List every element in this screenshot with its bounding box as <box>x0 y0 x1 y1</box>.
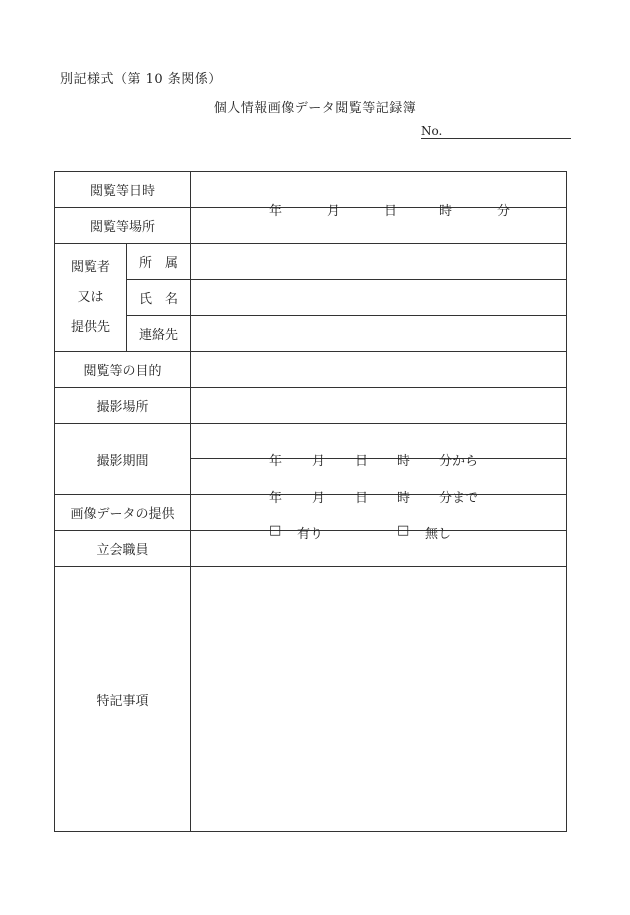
row-place <box>55 208 567 244</box>
provision-no-label: 無し <box>425 526 452 542</box>
period-from-year: 年 <box>269 454 283 469</box>
row-shoot-period-from <box>55 424 567 459</box>
contact-label: 連絡先 <box>127 316 191 352</box>
provision-no-checkbox[interactable]: □ <box>397 522 410 538</box>
datetime-day: 日 <box>384 203 398 219</box>
provision-yes-label: 有り <box>297 526 324 542</box>
period-until-day: 日 <box>355 490 369 506</box>
period-until-year: 年 <box>269 490 283 506</box>
viewer-label-line-3: 提供先 <box>70 319 110 335</box>
period-until-month: 月 <box>312 490 326 506</box>
form-reference: 別記様式（第 10 条関係） <box>60 72 222 87</box>
row-contact <box>55 316 567 352</box>
record-form-table <box>54 171 567 832</box>
row-datetime <box>55 172 567 208</box>
datetime-field[interactable] <box>191 172 567 219</box>
row-notes <box>55 567 567 832</box>
name-label: 氏 名 <box>127 280 191 316</box>
purpose-field[interactable] <box>191 352 567 388</box>
place-field[interactable] <box>191 208 567 244</box>
row-name <box>55 280 567 316</box>
period-until-minute: 分まで <box>439 490 479 506</box>
purpose-label: 閲覧等の目的 <box>55 352 191 388</box>
datetime-hour: 時 <box>439 203 453 219</box>
staff-field[interactable] <box>191 531 567 567</box>
viewer-label-line-2: 又は <box>77 289 104 305</box>
row-purpose <box>55 352 567 388</box>
record-number-label: No. <box>421 124 443 138</box>
datetime-minute: 分 <box>497 203 511 219</box>
viewer-label <box>55 244 127 352</box>
row-affiliation <box>55 244 567 280</box>
row-image-provision <box>55 495 567 531</box>
period-from-minute: 分から <box>439 454 479 469</box>
shoot-period-label: 撮影期間 <box>55 424 191 495</box>
image-provision-label: 画像データの提供 <box>55 495 191 531</box>
period-until-hour: 時 <box>397 490 411 506</box>
shoot-period-until-field[interactable] <box>191 459 567 506</box>
shoot-place-field[interactable] <box>191 388 567 424</box>
shoot-place-label: 撮影場所 <box>55 388 191 424</box>
period-from-day: 日 <box>355 454 369 469</box>
notes-label: 特記事項 <box>55 567 191 832</box>
contact-field[interactable] <box>191 316 567 352</box>
period-from-hour: 時 <box>397 454 411 469</box>
row-shoot-place <box>55 388 567 424</box>
datetime-year: 年 <box>269 203 283 219</box>
place-label: 閲覧等場所 <box>55 208 191 244</box>
name-field[interactable] <box>191 280 567 316</box>
provision-yes-checkbox[interactable]: □ <box>269 522 282 538</box>
viewer-label-line-1: 閲覧者 <box>70 259 110 275</box>
datetime-label: 閲覧等日時 <box>55 172 191 208</box>
document-title: 個人情報画像データ閲覧等記録簿 <box>213 101 417 116</box>
staff-label: 立会職員 <box>55 531 191 567</box>
image-provision-field <box>191 495 567 542</box>
shoot-period-from-field[interactable] <box>191 424 567 469</box>
affiliation-field[interactable] <box>191 244 567 280</box>
period-from-month: 月 <box>312 454 326 469</box>
notes-field[interactable] <box>191 567 567 832</box>
datetime-month: 月 <box>327 203 341 219</box>
affiliation-label: 所 属 <box>127 244 191 280</box>
record-number-field[interactable] <box>421 124 571 139</box>
